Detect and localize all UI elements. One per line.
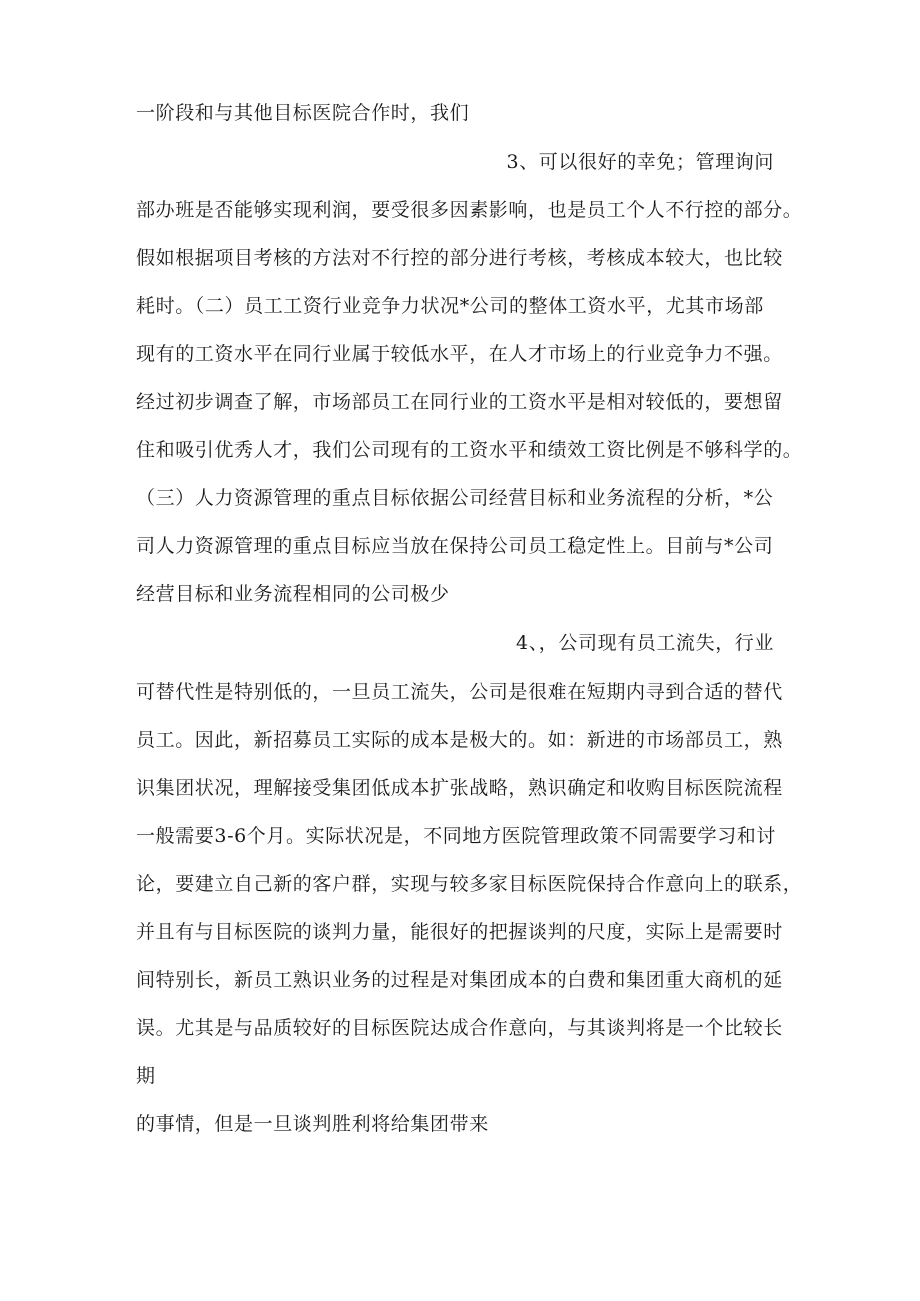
text-line-7: 经过初步调查了解，市场部员工在同行业的工资水平是相对较低的，要想留 — [136, 391, 783, 413]
text-line-1: 一阶段和与其他目标医院合作时，我们 — [136, 102, 470, 124]
text-line-14: 员工。因此，新招募员工实际的成本是极大的。如：新进的市场部员工，熟 — [136, 729, 783, 751]
text-line-4: 假如根据项目考核的方法对不行控的部分进行考核，考核成本较大，也比较 — [136, 247, 783, 269]
text-line-16: 一般需要3-6个月。实际状况是，不同地方医院管理政策不同需要学习和讨 — [136, 825, 776, 847]
text-line-15: 识集团状况，理解接受集团低成本扩张战略，熟识确定和收购目标医院流程 — [136, 777, 783, 799]
text-line-9: （三）人力资源管理的重点目标依据公司经营目标和业务流程的分析，*公 — [136, 487, 774, 509]
text-line-8: 住和吸引优秀人才，我们公司现有的工资水平和绩效工资比例是不够科学的。 — [136, 439, 803, 461]
text-line-17: 论，要建立自己新的客户群，实现与较多家目标医院保持合作意向上的联系， — [136, 873, 803, 895]
text-line-13: 可替代性是特别低的，一旦员工流失，公司是很难在短期内寻到合适的替代 — [136, 681, 783, 703]
text-line-22: 的事情，但是一旦谈判胜利将给集团带来 — [136, 1113, 489, 1135]
text-line-18: 并且有与目标医院的谈判力量，能很好的把握谈判的尺度，实际上是需要时 — [136, 921, 783, 943]
text-line-12: 4、，公司现有员工流失，行业 — [516, 632, 774, 654]
text-line-21: 期 — [136, 1065, 156, 1087]
text-line-6: 现有的工资水平在同行业属于较低水平，在人才市场上的行业竞争力不强。 — [136, 343, 783, 365]
text-line-11: 经营目标和业务流程相同的公司极少 — [136, 583, 450, 605]
text-line-10: 司人力资源管理的重点目标应当放在保持公司员工稳定性上。目前与*公司 — [136, 535, 774, 557]
text-line-3: 部办班是否能够实现利润，要受很多因素影响，也是员工个人不行控的部分。 — [136, 199, 803, 221]
text-line-2: 3、可以很好的幸免；管理询问 — [506, 151, 774, 173]
text-line-20: 误。尤其是与品质较好的目标医院达成合作意向，与其谈判将是一个比较长 — [136, 1017, 783, 1039]
text-line-19: 间特别长，新员工熟识业务的过程是对集团成本的白费和集团重大商机的延 — [136, 969, 783, 991]
text-line-5: 耗时。（二）员工工资行业竞争力状况*公司的整体工资水平，尤其市场部 — [136, 295, 764, 317]
